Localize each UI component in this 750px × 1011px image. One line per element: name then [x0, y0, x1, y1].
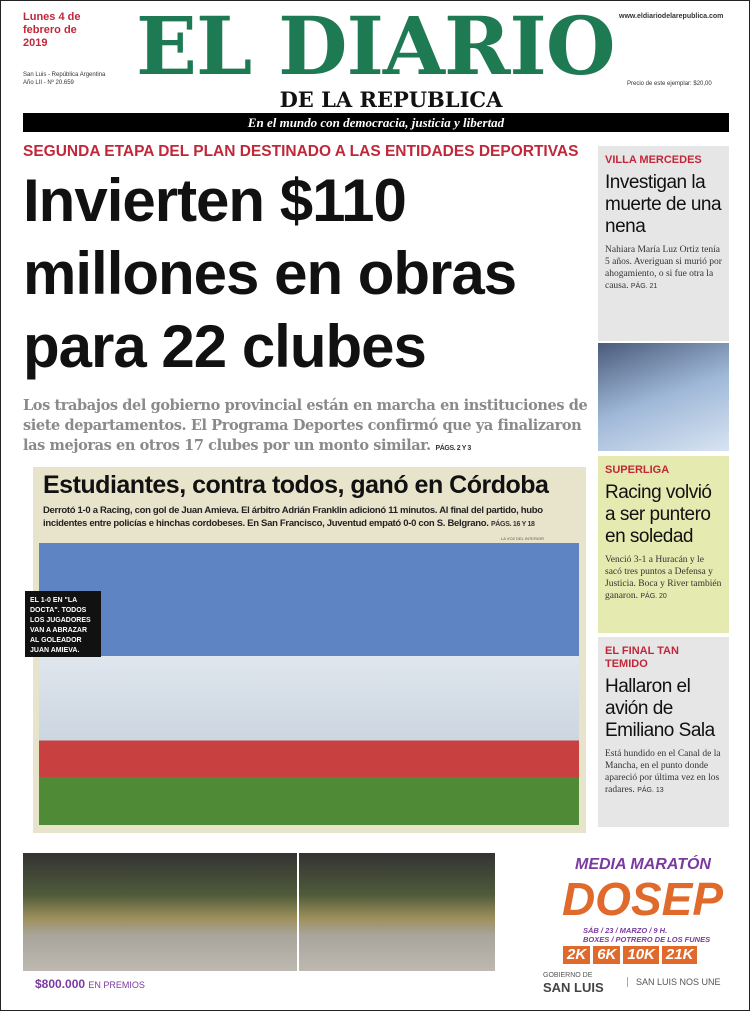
body-text: Venció 3-1 a Huracán y le sacó tres puntos a Defensa y Justicia. Boca y River también ganaron. — [605, 555, 722, 601]
gov-big: SAN LUIS — [543, 980, 604, 995]
distance-badge: 6K — [593, 946, 620, 964]
website-link[interactable]: www.eldiariodelarepublica.com — [619, 13, 724, 20]
kicker: VILLA MERCEDES — [605, 154, 702, 166]
deck-text: Los trabajos del gobierno provincial están en marcha en instituciones de siete departamentos. El Programa Deportes confirmó que ya finalizaron las mejoras en otros 17 clubes por un monto similar. — [23, 397, 588, 454]
distances — [563, 946, 697, 964]
lead-headline[interactable]: Invierten $110 millones en obras para 22 clubes — [23, 167, 517, 380]
photo-caption: EL 1-0 EN "LA DOCTA". TODOS LOS JUGADORES VAN A ABRAZAR AL GOLEADOR JUAN AMIEVA. — [25, 591, 101, 657]
page-ref: PÁG. 20 — [640, 593, 667, 600]
issue-number: Año LII - Nº 20.659 — [23, 80, 74, 86]
body-text: Nahiara María Luz Ortiz tenía 5 años. Averiguan si murió por ahogamiento, o si fue otra la causa. — [605, 245, 722, 291]
gov-small: GOBIERNO DE — [543, 972, 593, 979]
kicker: SUPERLIGA — [605, 464, 670, 476]
lead-deck — [23, 396, 588, 459]
page-ref: PÁGS. 2 Y 3 — [435, 445, 471, 452]
distance-badge: 10K — [623, 946, 659, 964]
sports-text: Derrotó 1-0 a Racing, con gol de Juan Amieva. El árbitro Adrián Franklin adicionó 11 minutos. Al final del partido, hubo incidentes entre policías e hinchas cordobeses. En San Francisco, Juventud empató 0-0 con S. Belgrano. — [43, 505, 543, 529]
sports-headline: Estudiantes, contra todos, ganó en Córdoba — [43, 471, 549, 499]
prize — [35, 977, 145, 991]
ad-brand: DOSEP — [561, 873, 723, 925]
side-story-2[interactable] — [598, 456, 729, 633]
ad-title: MEDIA MARATÓN — [575, 856, 711, 873]
body — [605, 244, 722, 293]
headline: Racing volvió a ser puntero en soledad — [605, 482, 712, 547]
lead-kicker: SEGUNDA ETAPA DEL PLAN DESTINADO A LAS ENTIDADES DEPORTIVAS — [23, 143, 579, 160]
body-text: Está hundido en el Canal de la Mancha, en el punto donde apareció por última vez en los radares. — [605, 749, 721, 795]
ad-info — [583, 926, 710, 944]
page-ref: PÁGS. 16 Y 18 — [490, 521, 535, 528]
headline: Hallaron el avión de Emiliano Sala — [605, 676, 715, 741]
issue-info — [23, 71, 123, 87]
motto-bar: En el mundo con democracia, justicia y libertad — [23, 113, 729, 132]
side-story-3[interactable] — [598, 637, 729, 827]
masthead-subtitle: DE LA REPUBLICA — [279, 87, 503, 112]
page-ref: PÁG. 13 — [637, 787, 664, 794]
racing-photo — [598, 343, 729, 451]
kicker: EL FINAL TAN TEMIDO — [605, 645, 679, 670]
slogan: SAN LUIS NOS UNE — [627, 977, 721, 987]
headline: Investigan la muerte de una nena — [605, 172, 722, 237]
prize-amount: $800.000 — [35, 977, 86, 991]
prize-label: EN PREMIOS — [88, 980, 145, 990]
body — [605, 748, 722, 797]
match-photo — [39, 543, 579, 825]
sports-body — [43, 504, 578, 531]
side-story-1[interactable] — [598, 146, 729, 341]
photo-credit: LA VOZ DEL INTERIOR — [501, 536, 544, 541]
masthead-title: EL DIARIO — [136, 0, 615, 93]
issue-date: Lunes 4 de febrero de 2019 — [23, 11, 81, 49]
body — [605, 554, 722, 603]
ad-date: SÁB / 23 / MARZO / 9 H. — [583, 926, 668, 935]
gov-logo — [543, 971, 604, 995]
distance-badge: 2K — [563, 946, 590, 964]
page-ref: PÁG. 21 — [630, 283, 658, 290]
price: Precio de este ejemplar: $20,00 — [627, 81, 712, 87]
marathon-ad[interactable] — [23, 853, 729, 1003]
location: San Luis - República Argentina — [23, 72, 106, 78]
ad-place: BOXES / POTRERO DE LOS FUNES — [583, 935, 711, 944]
runner-image — [149, 853, 297, 971]
distance-badge: 21K — [662, 946, 698, 964]
